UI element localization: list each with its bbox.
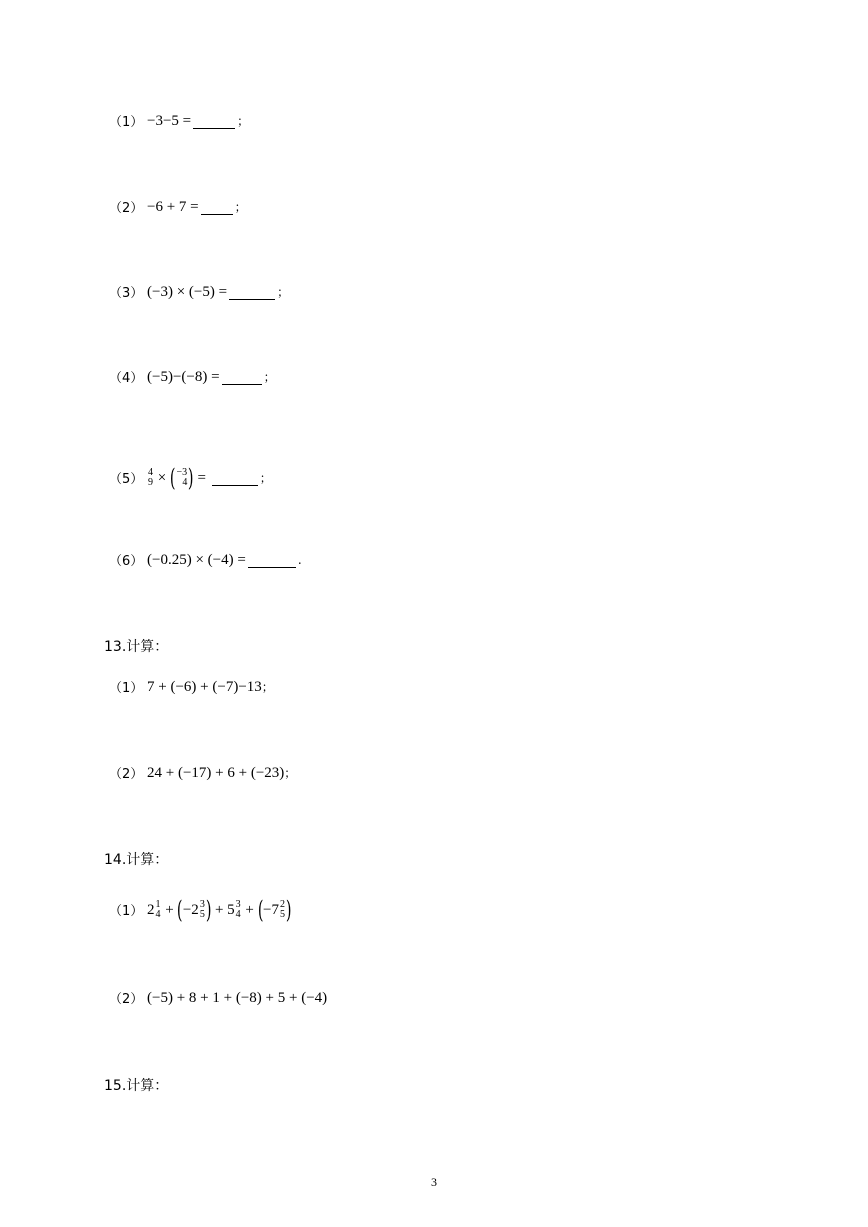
plus-sign: + bbox=[241, 902, 258, 918]
q13-item-2 bbox=[109, 763, 296, 783]
numerator: −3 bbox=[176, 467, 188, 478]
item-1 bbox=[109, 111, 249, 131]
item-3 bbox=[109, 282, 289, 302]
numerator: 4 bbox=[148, 467, 153, 478]
item-punct: ； bbox=[284, 766, 297, 780]
plus-sign: + bbox=[211, 902, 228, 918]
fraction bbox=[280, 900, 285, 920]
item-expression: −3−5 = bbox=[147, 113, 192, 129]
item-expression: (−5) + 8 + 1 + (−8) + 5 + (−4) bbox=[147, 990, 328, 1006]
right-paren: ) bbox=[285, 896, 292, 924]
item-expression bbox=[147, 466, 210, 490]
item-expression bbox=[147, 898, 291, 922]
fraction bbox=[156, 900, 161, 920]
item-index: （1） bbox=[109, 681, 144, 696]
item-index: （1） bbox=[109, 904, 144, 919]
denominator: 5 bbox=[199, 909, 205, 920]
fraction bbox=[200, 900, 205, 920]
answer-blank[interactable] bbox=[222, 370, 262, 385]
left-paren: ( bbox=[257, 896, 264, 924]
denominator: 4 bbox=[155, 909, 161, 920]
numerator: 2 bbox=[279, 899, 285, 910]
fraction bbox=[236, 900, 241, 920]
item-expression: −6 + 7 = bbox=[147, 199, 199, 215]
numerator: 3 bbox=[199, 899, 205, 910]
item-4 bbox=[109, 367, 276, 387]
item-2 bbox=[109, 197, 247, 217]
item-expression: (−3) × (−5) = bbox=[147, 284, 228, 300]
denominator: 9 bbox=[148, 477, 153, 488]
item-punct: . bbox=[297, 553, 302, 567]
question-14-heading: 14.计算： bbox=[104, 852, 169, 868]
item-index: （6） bbox=[109, 554, 144, 569]
item-index: （1） bbox=[109, 115, 144, 130]
item-expression: 24 + (−17) + 6 + (−23) bbox=[147, 765, 285, 781]
q13-item-1 bbox=[109, 677, 274, 697]
whole-part: −2 bbox=[182, 902, 199, 918]
item-index: （4） bbox=[109, 371, 144, 386]
page-number: 3 bbox=[431, 1175, 437, 1189]
left-paren: ( bbox=[177, 896, 183, 924]
numerator: 3 bbox=[235, 899, 241, 910]
question-15-heading: 15.计算： bbox=[104, 1078, 169, 1094]
answer-blank[interactable] bbox=[248, 553, 296, 568]
answer-blank[interactable] bbox=[212, 471, 258, 486]
question-13-heading: 13.计算： bbox=[104, 639, 169, 655]
item-expression: (−5)−(−8) = bbox=[147, 369, 220, 385]
q14-item-1 bbox=[109, 896, 291, 924]
item-index: （2） bbox=[109, 201, 144, 216]
numerator: 1 bbox=[155, 899, 161, 910]
item-index: （3） bbox=[109, 286, 144, 301]
answer-blank[interactable] bbox=[229, 285, 275, 300]
item-punct: ； bbox=[259, 471, 272, 485]
item-index: （2） bbox=[109, 992, 144, 1007]
denominator: 5 bbox=[279, 909, 285, 920]
item-expression: (−0.25) × (−4) = bbox=[147, 552, 246, 568]
fraction bbox=[176, 468, 187, 488]
q14-item-2 bbox=[109, 988, 327, 1008]
denominator: 4 bbox=[182, 477, 188, 488]
item-6 bbox=[109, 550, 302, 570]
whole-part: 5 bbox=[227, 902, 235, 918]
times-sign: × bbox=[154, 470, 170, 486]
item-index: （5） bbox=[109, 472, 144, 487]
item-punct: ； bbox=[277, 285, 290, 299]
fraction bbox=[148, 468, 153, 488]
whole-part: 2 bbox=[147, 902, 155, 918]
item-punct: ； bbox=[237, 114, 250, 128]
equals-sign: = bbox=[193, 470, 210, 486]
item-index: （2） bbox=[109, 767, 144, 782]
right-paren: ) bbox=[188, 464, 194, 492]
denominator: 4 bbox=[235, 909, 241, 920]
whole-part: −7 bbox=[263, 902, 279, 918]
plus-sign: + bbox=[161, 902, 178, 918]
right-paren: ) bbox=[205, 896, 212, 924]
item-5 bbox=[109, 465, 272, 491]
item-expression: 7 + (−6) + (−7)−13 bbox=[147, 679, 262, 695]
item-punct: ； bbox=[261, 680, 274, 694]
item-punct: ； bbox=[263, 370, 276, 384]
answer-blank[interactable] bbox=[193, 114, 235, 129]
item-punct: ； bbox=[234, 200, 247, 214]
left-paren: ( bbox=[169, 464, 176, 492]
answer-blank[interactable] bbox=[201, 200, 233, 215]
